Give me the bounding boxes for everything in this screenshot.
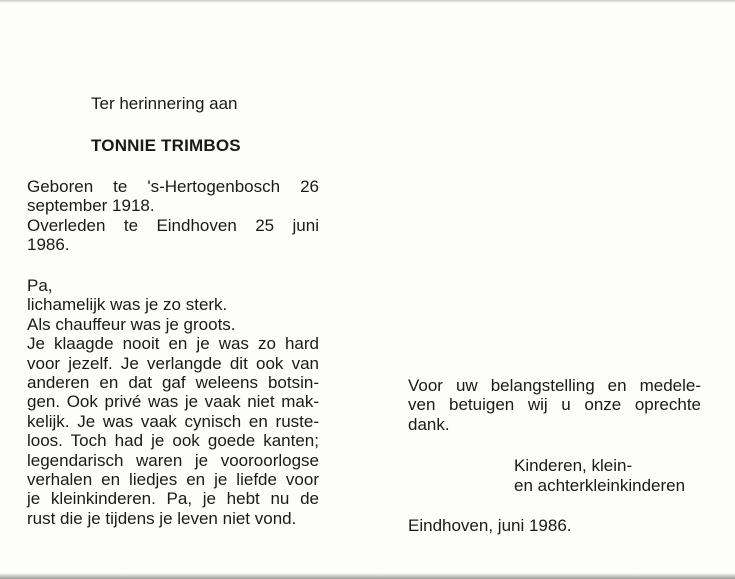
tribute-line: kelijk. Je was vaak cynisch en ruste- <box>27 411 319 431</box>
tribute-line: gen. Ook privé was je vaak niet mak- <box>27 392 319 412</box>
thanks-line: Voor uw belangstelling en medele- <box>408 376 701 395</box>
deceased-name: TONNIE TRIMBOS <box>91 136 241 155</box>
tribute-line: Je klaagde nooit en je was zo hard <box>27 334 319 354</box>
intro-text: Ter herinnering aan <box>91 94 238 113</box>
birth-line: Geboren te 's-Hertogenbosch 26 <box>27 177 319 196</box>
tribute-line: voor jezelf. Je verlangde dit ook van <box>27 353 319 373</box>
tribute-line: anderen en dat gaf weleens botsin- <box>27 373 319 393</box>
tribute-line: je kleinkinderen. Pa, je hebt nu de <box>27 489 319 509</box>
birth-death-block <box>27 177 319 255</box>
place-date: Eindhoven, juni 1986. <box>408 516 572 535</box>
signature-line-1: Kinderen, klein- <box>514 456 633 475</box>
thanks-block <box>408 376 701 434</box>
signature-line-2: en achterkleinkinderen <box>514 476 686 495</box>
card-top-edge <box>0 0 735 3</box>
tribute-line: Als chauffeur was je groots. <box>27 314 236 334</box>
tribute-line: rust die je tijdens je leven niet vond. <box>27 508 297 528</box>
birth-line: september 1918. <box>27 196 155 216</box>
thanks-line: ven betuigen wij u onze oprechte <box>408 395 701 415</box>
tribute-text <box>27 276 319 528</box>
tribute-line: lichamelijk was je zo sterk. <box>27 295 228 315</box>
thanks-line: dank. <box>408 414 450 434</box>
tribute-line: verhalen en liedjes en je liefde voor <box>27 470 319 490</box>
card-bottom-edge <box>0 573 735 579</box>
death-line: 1986. <box>27 235 70 255</box>
tribute-line: loos. Toch had je ook goede kanten; <box>27 431 319 451</box>
tribute-line: Pa, <box>27 276 53 295</box>
tribute-line: legendarisch waren je vooroorlogse <box>27 450 319 470</box>
death-line: Overleden te Eindhoven 25 juni <box>27 215 319 235</box>
